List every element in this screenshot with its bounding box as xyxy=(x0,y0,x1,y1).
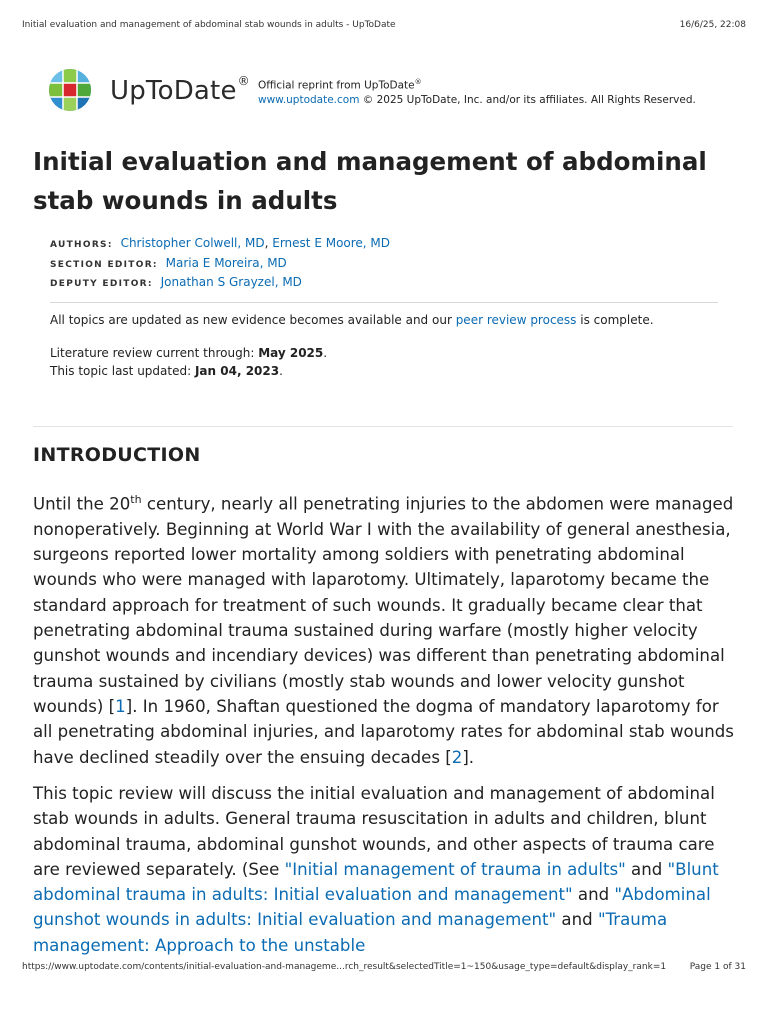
topic-link-trauma-unstable[interactable]: "Trauma management: Approach to the unstable xyxy=(33,910,668,955)
section-editor-label: SECTION EDITOR: xyxy=(50,259,158,270)
brand-name: UpToDate® xyxy=(110,74,250,106)
section-heading-introduction: INTRODUCTION xyxy=(33,444,201,466)
divider xyxy=(50,302,718,303)
topic-link-blunt-abdominal[interactable]: "Blunt abdominal trauma in adults: Initial evaluation and management" xyxy=(33,859,719,905)
uptodate-brand[interactable] xyxy=(48,68,250,112)
last-updated-date: This topic last updated: Jan 04, 2023. xyxy=(50,364,283,378)
section-editor-link[interactable]: Maria E Moreira, MD xyxy=(165,255,287,270)
update-notes xyxy=(50,311,654,380)
author-link-moore[interactable]: Ernest E Moore, MD xyxy=(272,236,391,250)
intro-paragraph-2: This topic review will discuss the initial evaluation and management of abdominal stab wounds in adults. General trauma resuscitation in adults and children, blunt abdominal trauma, abdominal gunshot wounds, and other aspects of trauma care are reviewed separately. (See "Initial management of trauma in adults" and "Blunt abdominal trauma in adults: Initial evaluation and management" and "Abdominal gunshot wounds in adults: Initial evaluation and management" and "Trauma management: Approach to the unstable xyxy=(33,784,719,955)
reprint-notice: Official reprint from UpToDate® www.uptodate.com © 2025 UpToDate, Inc. and/or its affiliates. All Rights Reserved. xyxy=(258,78,696,106)
uptodate-logo-icon xyxy=(48,68,92,112)
page-title: Initial evaluation and management of abdominal stab wounds in adults xyxy=(33,147,707,215)
divider xyxy=(33,426,733,427)
topic-link-gunshot-wounds[interactable]: "Abdominal gunshot wounds in adults: Initial evaluation and management" xyxy=(33,885,711,930)
peer-review-link[interactable]: peer review process xyxy=(455,313,577,327)
uptodate-site-link[interactable]: www.uptodate.com xyxy=(258,93,360,106)
print-header xyxy=(22,20,746,30)
deputy-editor-label: DEPUTY EDITOR: xyxy=(50,279,153,289)
reference-link-1[interactable]: 1 xyxy=(115,696,126,716)
print-header-title: Initial evaluation and management of abdominal stab wounds in adults - UpToDate xyxy=(22,20,396,30)
authors-label: AUTHORS: xyxy=(50,240,113,250)
update-policy-text: All topics are updated as new evidence becomes available and our peer review process is complete. xyxy=(50,313,654,327)
intro-paragraph-1: Until the 20th century, nearly all penetrating injuries to the abdomen were managed nonoperatively. Beginning at World War I with the availability of general anesthesia, surgeons reported lower mortality among soldiers with penetrating abdominal wounds who were managed with laparotomy. Ultimately, laparotomy became the standard approach for treatment of such wounds. It gradually became clear that penetrating abdominal trauma sustained during warfare (mostly higher velocity gunshot wounds and incendiary devices) was different than penetrating abdominal trauma sustained by civilians (mostly stab wounds and lower velocity gunshot wounds) [1]. In 1960, Shaftan questioned the dogma of mandatory laparotomy for all penetrating abdominal injuries, and laparotomy rates for abdominal stab wounds have declined steadily over the ensuing decades [2]. xyxy=(33,493,734,767)
author-link-colwell[interactable]: Christopher Colwell, MD xyxy=(120,236,265,250)
topic-link-trauma-adults[interactable]: "Initial management of trauma in adults" xyxy=(284,859,626,879)
print-footer-url: https://www.uptodate.com/contents/initial-evaluation-and-manageme...rch_result&selectedTitle=1~150&usage_type=default&display_rank=1 xyxy=(22,962,667,972)
deputy-editor-link[interactable]: Jonathan S Grayzel, MD xyxy=(160,275,302,289)
literature-review-date: Literature review current through: May 2025. xyxy=(50,346,328,360)
reference-link-2[interactable]: 2 xyxy=(451,747,463,767)
print-footer xyxy=(22,962,746,972)
print-header-datetime: 16/6/25, 22:08 xyxy=(679,20,746,30)
page-number: Page 1 of 31 xyxy=(689,962,746,972)
credits-block: AUTHORS: Christopher Colwell, MD, Ernest E Moore, MD SECTION EDITOR: Maria E Moreira, MD DEPUTY EDITOR: Jonathan S Grayzel, MD xyxy=(50,236,391,289)
